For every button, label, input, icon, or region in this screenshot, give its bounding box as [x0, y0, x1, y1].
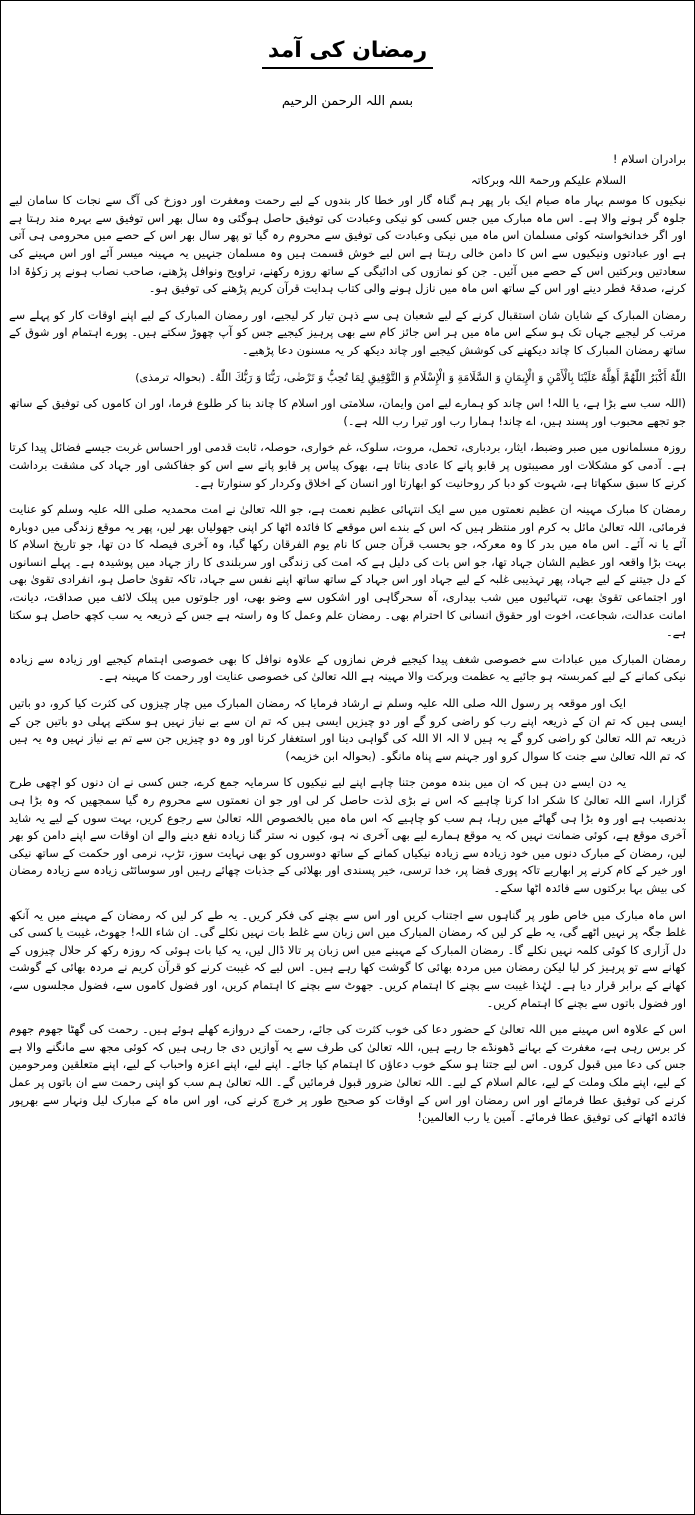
paragraph-address: برادران اسلام !: [612, 152, 686, 166]
article-body: [9, 151, 686, 1508]
paragraph: نیکیوں کا موسم بہار ماہ صیام ایک بار پھر ہم گناہ گار اور خطا کار بندوں کے لیے رحمت ومغفرت اور دوزخ کی آگ سے نجات کا سامان لیے جلوہ گر ہونے والا ہے۔ اس ماہ مبارک میں جس کسی کو نیکی وعبادت کی توفیق حاصل ہوگئی وہ سال بھر اس توفیق سے بہرہ مند رہتا ہے اور اگر خدانخواستہ کوئی مسلمان اس ماہ میں نیکی وعبادت کی توفیق سے محروم رہ گیا تو پھر سال بھر اس کے حصے میں محرومی ہی آتی ہے اور عبادتوں ونیکیوں سے اس کا دامن خالی رہتا ہے اس لیے خوش قسمت ہیں وہ مسلمان جنہیں یہ مہینہ میسر آئے اور اس مہینے کی سعادتیں وبرکتیں اس کے حصے میں آئیں۔ جن کو نمازوں کی ادائیگی کے ساتھ روزہ رکھنے، تراویح ونوافل پڑھنے، صاحب نصاب ہونے پر زکوٰۃ ادا کرنے، صدقۂ فطر دینے اور اس کے ساتھ اس ماہ میں نازل ہونے والی کتاب ہدایت قرآن کریم پڑھنے کی توفیق ہو۔: [9, 193, 686, 296]
paragraph-greeting: السلام علیکم ورحمۃ اللہ وبرکاتہ: [470, 172, 626, 187]
paragraph: رمضان المبارک کے شایان شان استقبال کرنے کے لیے شعبان ہی سے ذہن تیار کر لیجیے، اور رمضان المبارک کے لیے اپنے اوقات کار کو پہلے سے مرتب کر لیجیے جہاں تک ہو سکے اس ماہ میں ہر اس جائز کام سے بھی پرہیز کیجیے جس کو آپ چھوڑ سکتے ہیں۔ پورے اہتمام اور شوق کے ساتھ رمضان المبارک کا چاند دیکھنے کی کوشش کیجیے اور چاند دیکھ کر یہ مسنون دعا پڑھیے۔: [9, 307, 686, 357]
title-wrap: [1, 37, 694, 69]
bismillah: بسم اللہ الرحمن الرحیم: [281, 94, 414, 109]
dua-arabic: اللّٰهُ أَكْبَرُ اللّٰهُمَّ أَهِلَّهُ عَلَيْنَا بِالْأَمْنِ وَ الْإِيمَانِ وَ السَّلَامَةِ وَ الْإِسْلَامِ وَ التَّوْفِيقِ لِمَا تُحِبُّ وَ تَرْضٰى، رَبُّنَا وَ رَبُّكَ اللّٰهُ۔ (بحوالہ ترمذی): [135, 370, 686, 384]
paragraph: اس ماہ مبارک میں خاص طور پر گناہوں سے اجتناب کریں اور اس سے بچنے کی فکر کریں۔ یہ طے کر لیں کہ رمضان کے مہینے میں یہ آنکھ غلط جگہ پر نہیں اٹھے گی، یہ طے کر لیں کہ رمضان المبارک میں اس زبان سے غلط بات نہیں نکلے گی۔ ان شاء اللہ! جھوٹ، غیبت یا کسی کی دل آزاری کا کوئی کلمہ نہیں نکلے گا۔ رمضان المبارک کے مہینے میں اس زبان پر تالا ڈال لیں، یہ کیا بات ہوئی کہ روزہ رکھ کر حلال چیزوں کے کھانے سے تو پرہیز کر لیا لیکن رمضان میں مردہ بھائی کا گوشت کھا رہے ہیں۔ اس لیے کہ غیبت کرنے کو قرآن کریم نے مردہ بھائی کے گوشت کھانے کے برابر قرار دیا ہے۔ لہٰذا غیبت سے بچنے کا اہتمام کریں۔ جھوٹ سے بچنے کا اہتمام کریں، اور فضول کاموں سے، فضول مجلسوں سے، اور فضول باتوں سے بچنے کا اہتمام کریں۔: [9, 907, 686, 1010]
paragraph: یہ دن ایسے دن ہیں کہ ان میں بندہ مومن جتنا چاہے اپنے لیے نیکیوں کا سرمایہ جمع کرے، جس کسی نے ان دنوں کو اچھی طرح گزارا، اسے اللہ تعالیٰ کا شکر ادا کرنا چاہیے کہ اس نے بڑی لذت حاصل کر لی اور جو ان نعمتوں سے محروم رہ گیا سمجھیں کہ وہ بڑا ہی بدنصیب ہے اور وہ بڑا ہی گھاٹے میں رہا، ہم سب کو چاہیے کہ اس ماہ میں بالخصوص اللہ تعالیٰ سے رجوع کریں، بہت سوں کے لیے یہ شاید آخری موقع ہے، کوئی ضمانت نہیں کہ یہ موقع ہمارے لیے بھی آخری نہ ہو، کیوں نہ ستر گنا زیادہ نفع دینے والے ان اوقات سے اپنے دامن کو بھر لیں، رمضان کے مبارک دنوں میں خود زیادہ سے زیادہ نیکیاں کمانے کے ساتھ دوسروں کو بھی نہایت سوز، تڑپ، نرمی اور حکمت کے ساتھ نیکی اور خیر کے کام کرنے پر ابھاریے تاکہ پوری فضا پر، خدا ترسی، خیر پسندی اور بھلائی کے جذبات چھائے رہیں اور سوسائٹی زیادہ سے زیادہ رمضان کی بیش بہا برکتوں سے فائدہ اٹھا سکے۔: [9, 775, 686, 895]
paragraph: رمضان کا مبارک مہینہ ان عظیم نعمتوں میں سے ایک انتہائی عظیم نعمت ہے، جو اللہ تعالیٰ نے امت محمدیہ صلی اللہ علیہ وسلم کو عنایت فرمائی، اللہ تعالیٰ مائل بہ کرم اور منتظر ہیں کہ اس کے بندے اس موقعے کا فائدہ اٹھا کر اپنی جھولیاں بھر لیں، پھر یہ موقع زندگی میں دوبارہ آئے یا نہ آئے۔ اس ماہ میں بدر کا وہ معرکہ، جو بحسب قرآن جس کا نام یوم الفرقان رکھا گیا، وہ آخری فیصلہ کا دن تھا، جو تاریخ اسلام کا بہت بڑا واقعہ اور عظیم الشان جہاد تھا، جو اس بات کی دلیل ہے کہ امت کی زندگی اور سربلندی کا راز جہاد میں پوشیدہ ہے۔ پہلے انسانوں کے دل جیتنے کے لیے جہاد، پھر تہذیبی غلبہ کے لیے جہاد اور اس جہاد کے ساتھ ساتھ اپنے نفس سے جہاد، تاکہ تقویٰ حاصل ہو، انفرادی تقویٰ بھی اور اجتماعی تقویٰ بھی، تنہائیوں میں شب بیداری، آہ سحرگاہی اور اشکوں سے وضو بھی، اور جلوتوں میں پبلک لائف میں صداقت، دیانت، امانت عدالت، شجاعت، اخوت اور حقوق انسانی کا احترام بھی۔ رمضان علم وعمل کا وہ راستہ ہے جس کے ذریعہ یہ سب کچھ حاصل ہو سکتا ہے۔: [9, 502, 686, 640]
dua-translation: (اللہ سب سے بڑا ہے، یا اللہ! اس چاند کو ہمارے لیے امن وایمان، سلامتی اور اسلام کا چاند بنا کر طلوع فرما، اور ان کاموں کی توفیق کے ساتھ جو تجھے محبوب اور پسند ہیں، اے چاند! ہمارا رب اور تیرا رب اللہ ہے۔): [9, 396, 686, 428]
page-title: رمضان کی آمد: [262, 37, 433, 69]
paragraph: ایک اور موقعہ پر رسول اللہ صلی اللہ علیہ وسلم نے ارشاد فرمایا کہ رمضان المبارک میں چار چیزوں کی کثرت کیا کرو، دو باتیں ایسی ہیں کہ تم ان کے ذریعہ اپنے رب کو راضی کرو گے اور دو چیزیں ایسی ہیں کہ تم ان سے بے نیاز نہیں ہو سکتے پہلی دو باتیں جن کے ذریعہ تم اللہ تعالیٰ کو راضی کرو گے یہ ہیں لا الہ الا اللہ کی گواہی دینا اور استغفار کرنا اور وہ دو چیزیں جن سے تم بے نیاز نہیں وہ یہ ہیں کہ تم اللہ تعالیٰ سے جنت کا سوال کرو اور جہنم سے پناہ مانگو۔ (بحوالہ ابن خزیمہ): [9, 696, 686, 763]
paragraph: اس کے علاوہ اس مہینے میں اللہ تعالیٰ کے حضور دعا کی خوب کثرت کی جائے، رحمت کے دروازے کھلے ہوئے ہیں۔ رحمت کی گھٹا جھوم جھوم کر برس رہی ہے، مغفرت کے بہانے ڈھونڈے جا رہے ہیں، اللہ تعالیٰ کی طرف سے یہ آوازیں دی جا رہی ہیں کہ کوئی مجھ سے مانگنے والا ہے جس کی دعا میں قبول کروں۔ اس لیے جتنا ہو سکے خوب دعاؤں کا اہتمام کیا جائے۔ اپنے لیے، اپنے اعزہ واحباب کے لیے، اپنے متعلقین ومرحومین کے لیے، اپنے ملک وملت کے لیے، عالم اسلام کے لیے۔ اللہ تعالیٰ ضرور قبول فرمائیں گے۔ اللہ تعالیٰ ہم سب کو اپنی رحمت سے ان باتوں پر عمل کرنے کی توفیق عطا فرمائے اور اس رمضان اور اس کے اوقات کو صحیح طور پر خرچ کرنے کی، اور اس ماہ کے مبارک لیل ونہار سے بھرپور فائدہ اٹھانے کی توفیق عطا فرمائے۔ آمین یا رب العالمین!: [9, 1022, 686, 1125]
paragraph: رمضان المبارک میں عبادات سے خصوصی شغف پیدا کیجیے فرض نمازوں کے علاوہ نوافل کا بھی خصوصی اہتمام کیجیے اور زیادہ سے زیادہ نیکی کمانے کے لیے کمربستہ ہو جائیے یہ عظمت وبرکت والا مہینہ ہے اللہ تعالیٰ کی خصوصی عنایت اور رحمت کا مہینہ ہے۔: [9, 651, 686, 684]
paragraph: روزہ مسلمانوں میں صبر وضبط، ایثار، بردباری، تحمل، مروت، سلوک، غم خواری، حوصلہ، ثابت قدمی اور احساس غربت جیسے فضائل پیدا کرتا ہے۔ آدمی کو مشکلات اور مصیبتوں پر قابو پانے کا عادی بناتا ہے، بھوک پیاس پر قابو پانے سے اس کو جفاکشی اور جہاد کی مشقت برداشت کرنے کا سبق سکھاتا ہے، شہوت کو دبا کر روحانیت کو ابھارتا اور انسان کے اخلاق وکردار کو سنوارتا ہے۔: [9, 440, 686, 490]
